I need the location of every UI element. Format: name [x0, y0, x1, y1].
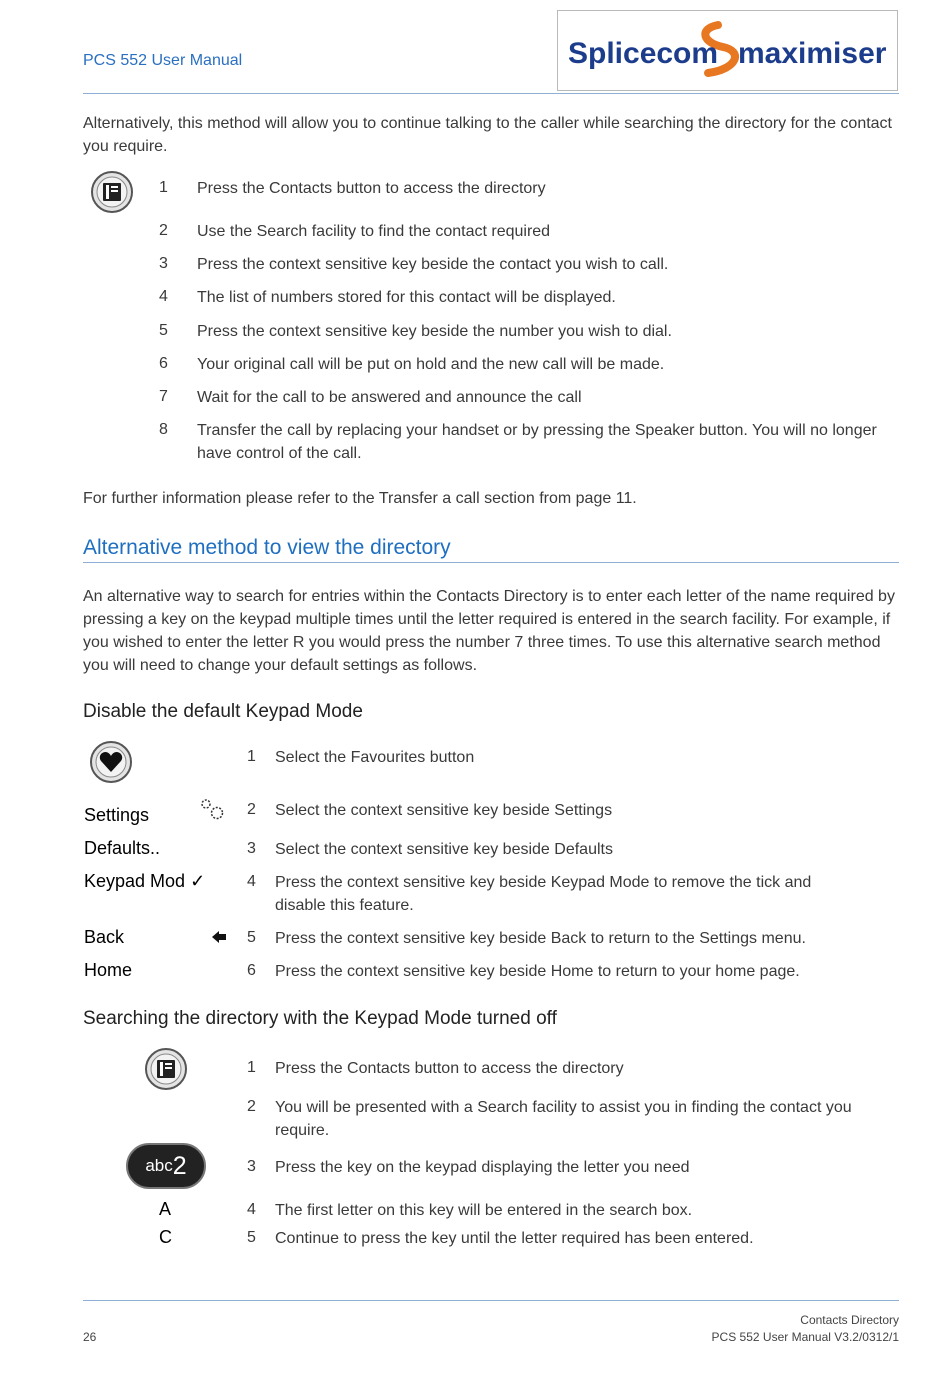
step-text: Press the context sensitive key beside Keypad Mode to remove the tick and disable this feature. [275, 874, 812, 914]
step-number: 2 [159, 222, 168, 239]
step-text: Your original call will be put on hold and the new call will be made. [197, 356, 665, 373]
menu-label-settings: Settings [84, 805, 150, 825]
step-text: Press the Contacts button to access the directory [197, 180, 546, 197]
menu-label-defaults: Defaults.. [84, 838, 161, 858]
step-text: Press the Contacts button to access the directory [275, 1060, 624, 1077]
step-number: 7 [159, 388, 168, 405]
step-number: 3 [247, 1158, 256, 1175]
step-number: 2 [247, 801, 256, 818]
step-text: Press the context sensitive key beside the number you wish to dial. [197, 323, 672, 340]
step-number: 4 [159, 288, 168, 305]
step-text: Press the context sensitive key beside Home to return to your home page. [275, 963, 800, 980]
menu-label-keypad-mode: Keypad Mod ✓ [84, 871, 206, 891]
step-number: 6 [159, 355, 168, 372]
step-number: 6 [247, 962, 256, 979]
logo-text-right: maximiser [738, 37, 887, 70]
logo-graphic [558, 11, 897, 90]
company-logo [557, 10, 898, 91]
step-number: 5 [247, 929, 256, 946]
step-text: The first letter on this key will be entered in the search box. [275, 1202, 693, 1219]
footer-section: Contacts Directory [800, 1313, 899, 1327]
step-text: Select the context sensitive key beside Defaults [275, 841, 613, 858]
step-text: Continue to press the key until the letter required has been entered. [275, 1230, 754, 1247]
keypad-key-2 [126, 1143, 206, 1189]
step-text: Press the context sensitive key beside Back to return to the Settings menu. [275, 930, 806, 947]
step-number: 3 [159, 255, 168, 272]
section-divider [83, 562, 899, 563]
footer-manual-version: PCS 552 User Manual V3.2/0312/1 [711, 1330, 899, 1344]
section-paragraph: An alternative way to search for entries within the Contacts Directory is to enter each letter of the name required by pressing a key on the keypad multiple times until the letter required is entered in the search facility. For example, if you wished to enter the letter R you would press the number 7 three times. To use this alternative search method you will need to change your default settings as follows. [83, 588, 895, 674]
footer-divider [83, 1300, 899, 1301]
step-number: 4 [247, 1201, 256, 1218]
step-text: Select the Favourites button [275, 749, 475, 766]
back-arrow-icon [211, 929, 227, 948]
keypad-key-letters: abc [145, 1156, 173, 1175]
step-text: Use the Search facility to find the contact required [197, 223, 551, 240]
subsection-heading: Disable the default Keypad Mode [83, 701, 363, 722]
settings-icon [199, 797, 227, 827]
step-text: Press the key on the keypad displaying the letter you need [275, 1159, 690, 1176]
step-text: You will be presented with a Search facility to assist you in finding the contact you require. [275, 1099, 852, 1139]
section-heading: Alternative method to view the directory [83, 536, 451, 559]
step-number: 2 [247, 1098, 256, 1115]
contacts-button-icon [144, 1047, 188, 1095]
contacts-button-icon [90, 170, 134, 218]
logo-text-left: Splicecom [568, 37, 719, 70]
intro-paragraph: Alternatively, this method will allow you to continue talking to the caller while searching the directory for the contact you require. [83, 115, 892, 155]
page-number: 26 [83, 1330, 97, 1344]
step-number: 5 [159, 322, 168, 339]
menu-label-back: Back [84, 927, 125, 947]
subsection-heading: Searching the directory with the Keypad Mode turned off [83, 1008, 557, 1029]
search-letter: C [159, 1227, 172, 1247]
step-number: 4 [247, 873, 256, 890]
step-number: 5 [247, 1229, 256, 1246]
step-text: The list of numbers stored for this contact will be displayed. [197, 289, 616, 306]
step-number: 3 [247, 840, 256, 857]
menu-label-home: Home [84, 960, 133, 980]
step-number: 1 [247, 1059, 256, 1076]
favourites-button-icon [89, 740, 133, 788]
header-divider [83, 93, 899, 94]
search-letter: A [159, 1199, 172, 1219]
step-text: Select the context sensitive key beside Settings [275, 802, 613, 819]
step-number: 1 [159, 179, 168, 196]
further-info: For further information please refer to the Transfer a call section from page 11. [83, 490, 637, 507]
step-number: 1 [247, 748, 256, 765]
step-text: Press the context sensitive key beside the contact you wish to call. [197, 256, 669, 273]
header-title: PCS 552 User Manual [83, 52, 243, 69]
step-number: 8 [159, 421, 168, 438]
keypad-key-digit: 2 [172, 1151, 187, 1180]
step-text: Wait for the call to be answered and announce the call [197, 389, 582, 406]
step-text: Transfer the call by replacing your handset or by pressing the Speaker button. You will no longer have control of the call. [197, 422, 877, 462]
